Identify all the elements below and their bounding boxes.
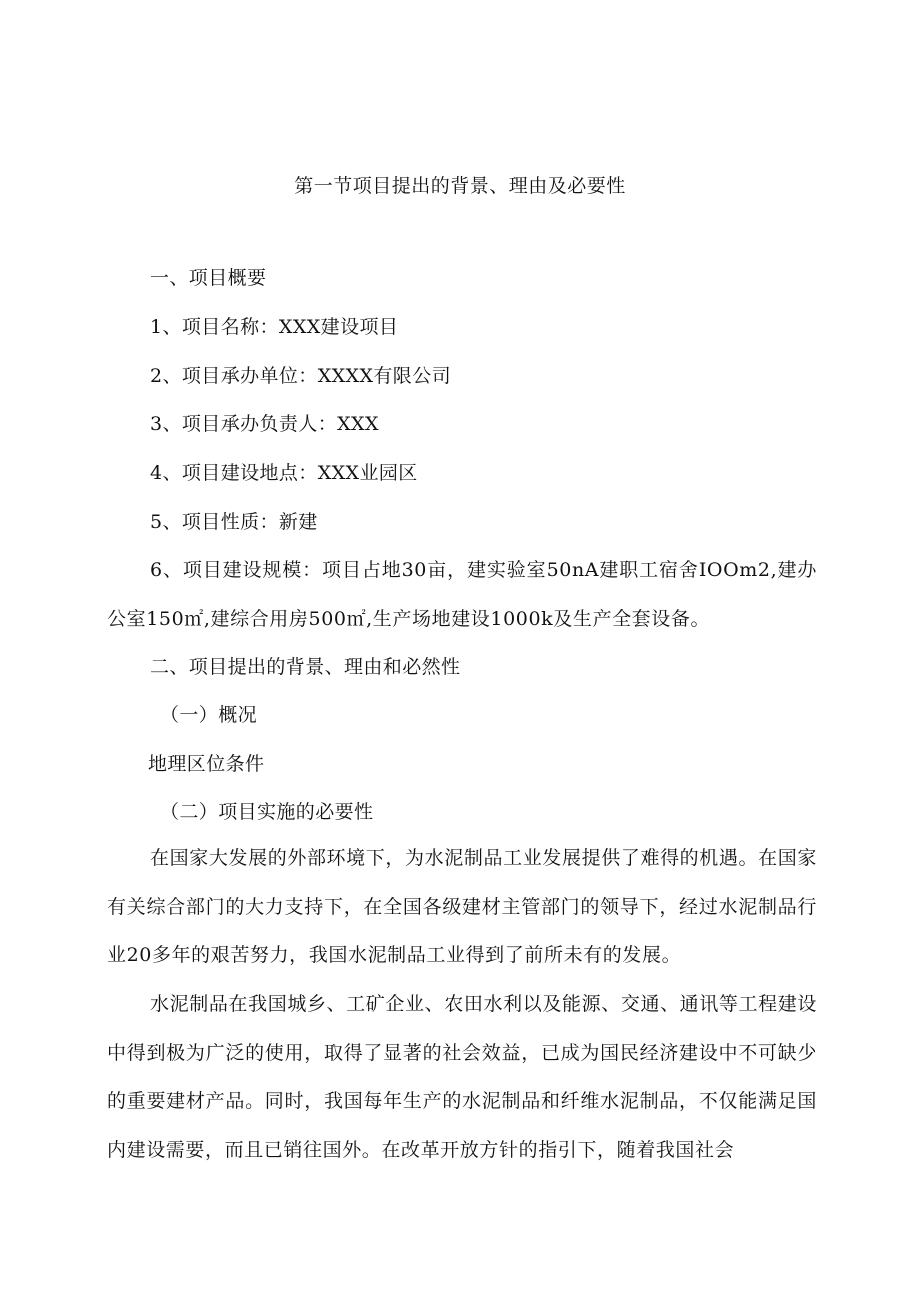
subsection-heading-overview: （一）概况 bbox=[160, 704, 258, 726]
list-item-project-name: 1、项目名称：XXX建设项目 bbox=[150, 316, 399, 338]
list-item-project-nature: 5、项目性质：新建 bbox=[150, 511, 318, 533]
page-title: 第一节项目提出的背景、理由及必要性 bbox=[294, 175, 626, 197]
list-item-project-location: 4、项目建设地点：XXX业园区 bbox=[150, 462, 418, 484]
list-item-project-undertaker: 2、项目承办单位：XXXX有限公司 bbox=[150, 365, 451, 387]
subsection-heading-necessity: （二）项目实施的必要性 bbox=[160, 801, 374, 823]
list-item-project-manager: 3、项目承办负责人：XXX bbox=[150, 413, 379, 435]
paragraph-cement-products: 水泥制品在我国城乡、工矿企业、农田水利以及能源、交通、通讯等工程建设中得到极为广泛的使用，取得了显著的社会效益，已成为国民经济建设中不可缺少的重要建材产品。同时，我国每年生产的水泥制品和纤维水泥制品，不仅能满足国内建设需要，而且已销往国外。在改革开放方针的指引下，随着我国社会 bbox=[107, 993, 817, 1161]
paragraph-development: 在国家大发展的外部环境下，为水泥制品工业发展提供了难得的机遇。在国家有关综合部门的大力支持下，在全国各级建材主管部门的领导下，经过水泥制品行业20多年的艰苦努力，我国水泥制品工业得到了前所未有的发展。 bbox=[107, 847, 817, 966]
section-heading-background: 二、项目提出的背景、理由和必然性 bbox=[150, 656, 461, 678]
list-item-project-scale: 6、项目建设规模：项目占地30亩，建实验室50nA建职工宿舍IOOm2,建办公室150㎡,建综合用房500㎡,生产场地建设1000k及生产全套设备。 bbox=[107, 559, 817, 630]
section-heading-overview: 一、项目概要 bbox=[150, 267, 267, 289]
geo-location-heading: 地理区位条件 bbox=[148, 753, 265, 775]
